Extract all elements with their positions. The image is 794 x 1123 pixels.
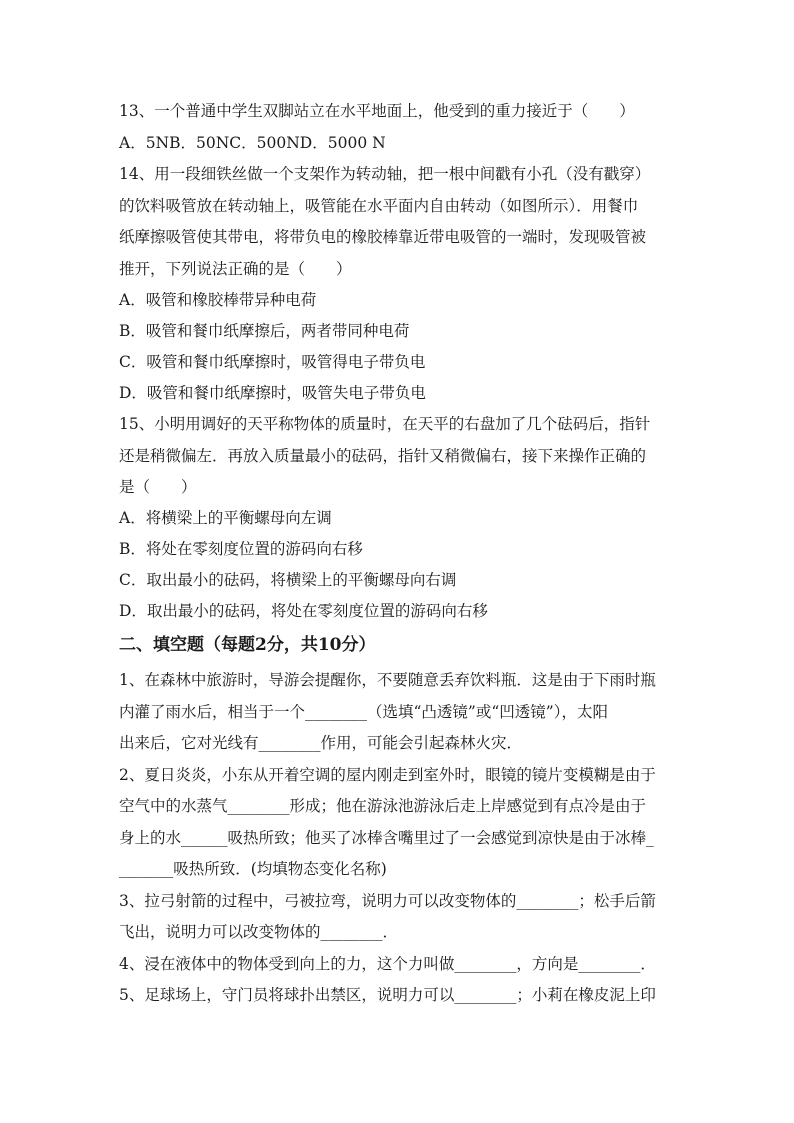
q15-option-d: D．取出最小的砝码，将处在零刻度位置的游码向右移 (119, 602, 488, 620)
q14-stem-line-2: 的饮料吸管放在转动轴上，吸管能在水平面内自由转动（如图所示）．用餐巾 (119, 197, 639, 215)
fill2-line-2: 空气中的水蒸气________形成；他在游泳池游泳后走上岸感觉到有点冷是由于 (119, 797, 647, 815)
q14-stem-line-4: 推开，下列说法正确的是（ ） (119, 260, 352, 278)
q14-option-d: D．吸管和餐巾纸摩擦时，吸管失电子带负电 (119, 384, 426, 402)
q14-stem-line-3: 纸摩擦吸管使其带电，将带负电的橡胶棒靠近带电吸管的一端时，发现吸管被 (119, 228, 647, 246)
q14-stem-line-1: 14、用一段细铁丝做一个支架作为转动轴，把一根中间戳有小孔（没有戳穿） (119, 165, 651, 183)
q13-stem: 13、一个普通中学生双脚站立在水平地面上，他受到的重力接近于（ ） (119, 102, 635, 120)
fill3-line-1: 3、拉弓射箭的过程中，弓被拉弯，说明力可以改变物体的________；松手后箭 (119, 892, 656, 910)
q14-option-b: B．吸管和餐巾纸摩擦后，两者带同种电荷 (119, 322, 410, 340)
fill2-line-3: 身上的水______吸热所致；他买了冰棒含嘴里过了一会感觉到凉快是由于冰棒_ (119, 829, 654, 847)
fill1-line-2: 内灌了雨水后，相当于一个________（选填“凸透镜”或“凹透镜”），太阳 (119, 703, 608, 721)
q15-stem-line-3: 是（ ） (119, 478, 197, 496)
fill5-line-1: 5、足球场上，守门员将球扑出禁区，说明力可以________；小莉在橡皮泥上印 (119, 986, 656, 1004)
q13-options: A．5NB．50NC．500ND．5000 N (119, 134, 386, 152)
fill2-line-1: 2、夏日炎炎，小东从开着空调的屋内刚走到室外时，眼镜的镜片变模糊是由于 (119, 766, 656, 784)
q15-option-b: B．将处在零刻度位置的游码向右移 (119, 540, 363, 558)
section-title-fill-in: 二、填空题（每题2分，共10分） (119, 635, 376, 655)
fill2-line-4: _______吸热所致．(均填物态变化名称) (119, 860, 387, 878)
q14-option-a: A．吸管和橡胶棒带异种电荷 (119, 291, 317, 309)
fill1-line-3: 出来后，它对光线有________作用，可能会引起森林火灾． (119, 734, 523, 752)
fill4-line-1: 4、浸在液体中的物体受到向上的力，这个力叫做________，方向是________． (119, 955, 656, 973)
fill3-line-2: 飞出，说明力可以改变物体的________． (119, 923, 399, 941)
q15-stem-line-2: 还是稍微偏左．再放入质量最小的砝码，指针又稍微偏右，接下来操作正确的 (119, 447, 647, 465)
q15-stem-line-1: 15、小明用调好的天平称物体的质量时，在天平的右盘加了几个砝码后，指针 (119, 415, 651, 433)
q14-option-c: C．吸管和餐巾纸摩擦时，吸管得电子带负电 (119, 353, 426, 371)
q15-option-a: A．将横梁上的平衡螺母向左调 (119, 509, 332, 527)
q15-option-c: C．取出最小的砝码，将横梁上的平衡螺母向右调 (119, 571, 457, 589)
fill1-line-1: 1、在森林中旅游时，导游会提醒你，不要随意丢弃饮料瓶．这是由于下雨时瓶 (119, 671, 656, 689)
